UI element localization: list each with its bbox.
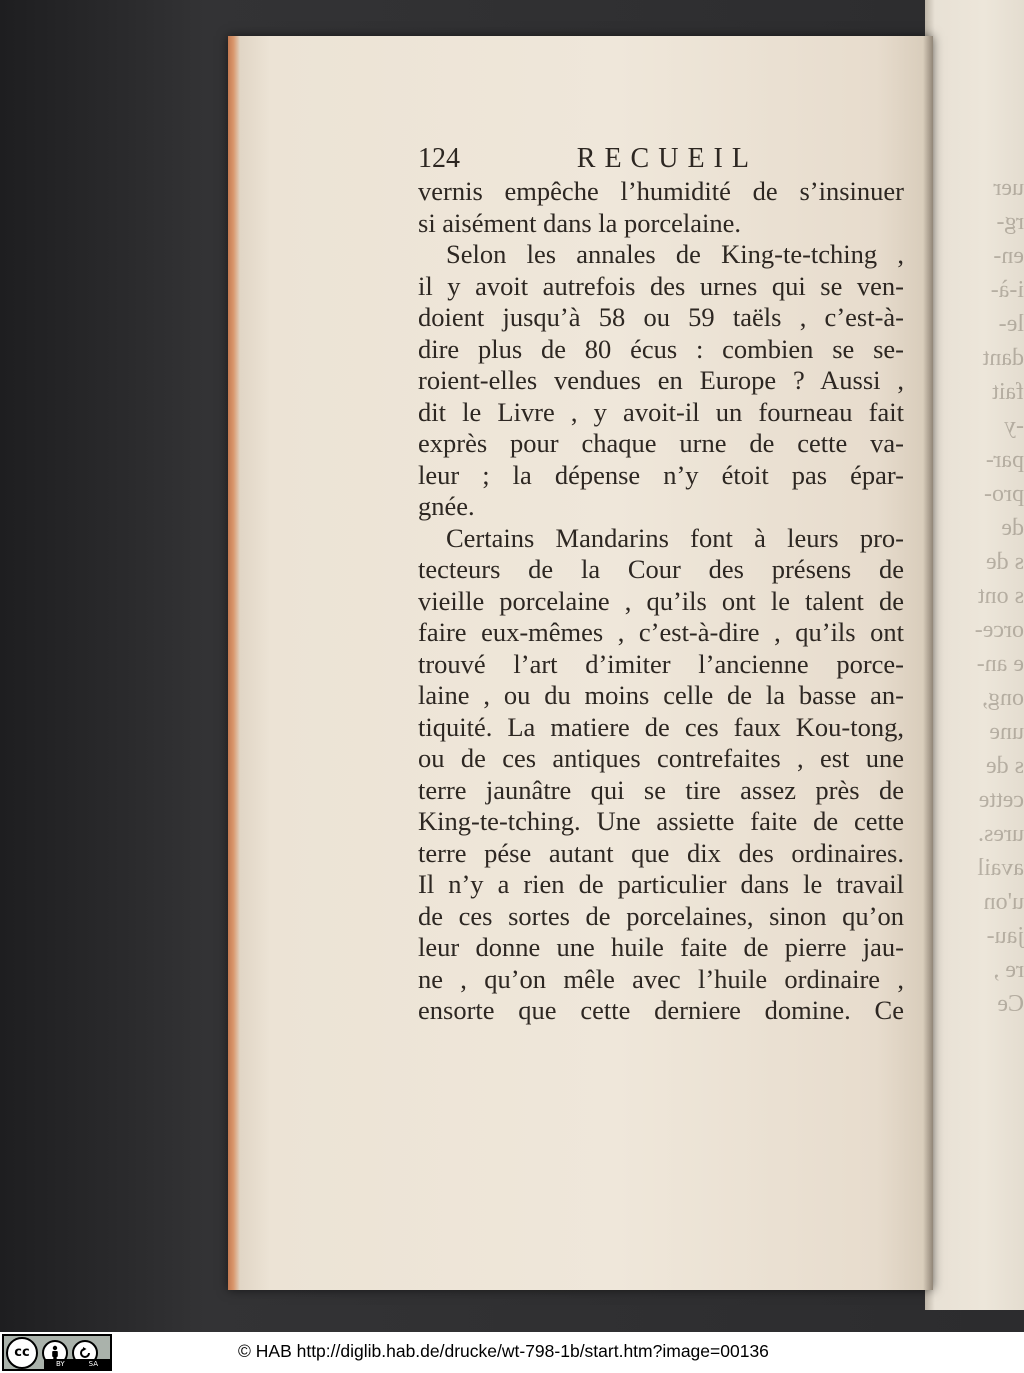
text-line: terre pése autant que dix des ordinaires. bbox=[418, 837, 904, 868]
facing-page-fragment: jau- bbox=[986, 923, 1024, 949]
facing-page-fragment: avail bbox=[977, 855, 1024, 881]
text-line: il y avoit autrefois des urnes qui se ven- bbox=[418, 270, 904, 301]
facing-page-fragment: ong, bbox=[982, 685, 1024, 711]
facing-page-fragment: fait bbox=[992, 379, 1024, 405]
text-line: Selon les annales de King-te-tching , bbox=[446, 239, 904, 269]
text-line: gnée. bbox=[418, 491, 475, 521]
cc-icon: cc bbox=[6, 1337, 38, 1369]
facing-page-fragment: ures. bbox=[978, 821, 1024, 847]
footer-bar bbox=[0, 1332, 1024, 1373]
text-line: faire eux-mêmes , c’est-à-dire , qu’ils ont bbox=[418, 617, 904, 647]
facing-page-fragment: re , bbox=[993, 957, 1024, 983]
text-line: de ces sortes de porcelaines, sinon qu’on bbox=[418, 900, 904, 931]
text-line: leur ; la dépense n’y étoit pas épar- bbox=[418, 459, 904, 490]
facing-page-fragment: pro- bbox=[984, 481, 1024, 507]
text-line: King-te-tching. Une assiette faite de cette bbox=[418, 806, 904, 836]
page-header bbox=[418, 142, 758, 176]
credit-link[interactable]: © HAB http://diglib.hab.de/drucke/wt-798-1b/start.htm?image=00136 bbox=[238, 1341, 769, 1361]
page-number: 124 bbox=[418, 143, 460, 174]
facing-page-fragment: uer bbox=[993, 175, 1024, 201]
text-line: dire plus de 80 écus : combien se se- bbox=[418, 333, 904, 364]
facing-page-fragment: s ont bbox=[977, 583, 1024, 609]
page-text bbox=[418, 142, 904, 1027]
text-line: Certains Mandarins font à leurs pro- bbox=[446, 522, 904, 553]
text-line: vernis empêche l’humidité de s’insinuer bbox=[418, 176, 904, 206]
text-line: roient-elles vendues en Europe ? Aussi , bbox=[418, 365, 904, 395]
facing-page-fragment: Ce bbox=[997, 991, 1024, 1017]
text-line: ensorte que cette derniere domine. Ce bbox=[418, 995, 904, 1025]
facing-page-fragment: rg- bbox=[996, 209, 1024, 235]
text-lines bbox=[418, 176, 904, 1027]
page-red-edge bbox=[228, 36, 240, 1290]
by-label: BY bbox=[55, 1360, 65, 1368]
text-line: terre jaunâtre qui se tire assez près de bbox=[418, 774, 904, 805]
cc-license-badge[interactable] bbox=[2, 1334, 112, 1371]
sa-label: SA bbox=[88, 1360, 98, 1368]
facing-page-fragment: s de bbox=[986, 753, 1024, 779]
text-line: Il n’y a rien de particulier dans le travail bbox=[418, 869, 904, 899]
text-line: doient jusqu’à 58 ou 59 taëls , c’est-à- bbox=[418, 302, 904, 332]
page-gutter-shadow bbox=[923, 36, 933, 1290]
text-line: laine , ou du moins celle de la basse an- bbox=[418, 680, 904, 710]
text-line: dit le Livre , y avoit-il un fourneau fait bbox=[418, 396, 904, 427]
running-title: RECUEIL bbox=[576, 143, 758, 174]
facing-page bbox=[925, 0, 1024, 1310]
facing-page-fragment: i-à- bbox=[990, 277, 1024, 303]
text-line: ne , qu’on mêle avec l’huile ordinaire , bbox=[418, 963, 904, 994]
facing-page-fragment: une bbox=[989, 719, 1024, 745]
text-line: leur donne une huile faite de pierre jau- bbox=[418, 932, 904, 962]
facing-page-fragment: u'on bbox=[983, 889, 1024, 915]
facing-page-fragment: -y bbox=[1004, 413, 1024, 439]
facing-page-fragment: par- bbox=[985, 447, 1024, 473]
facing-page-fragment: en- bbox=[993, 243, 1024, 269]
text-line: tecteurs de la Cour des présens de bbox=[418, 554, 904, 584]
text-line: ou de ces antiques contrefaites , est une bbox=[418, 743, 904, 773]
facing-page-fragment: de bbox=[1001, 515, 1024, 541]
text-line: trouvé l’art d’imiter l’ancienne porce- bbox=[418, 648, 904, 679]
facing-page-fragment: orce- bbox=[974, 617, 1024, 643]
license-strip bbox=[44, 1359, 110, 1369]
text-line: exprès pour chaque urne de cette va- bbox=[418, 428, 904, 458]
text-line: tiquité. La matiere de ces faux Kou-tong, bbox=[418, 711, 904, 742]
facing-page-fragment: le- bbox=[998, 311, 1024, 337]
facing-page-fragment: e an- bbox=[976, 651, 1024, 677]
text-line: si aisément dans la porcelaine. bbox=[418, 207, 742, 238]
facing-page-fragment: dant bbox=[982, 345, 1024, 371]
facing-page-fragment: s de bbox=[986, 549, 1024, 575]
facing-page-fragment: cette bbox=[978, 787, 1024, 813]
text-line: vieille porcelaine , qu’ils ont le talent de bbox=[418, 585, 904, 616]
